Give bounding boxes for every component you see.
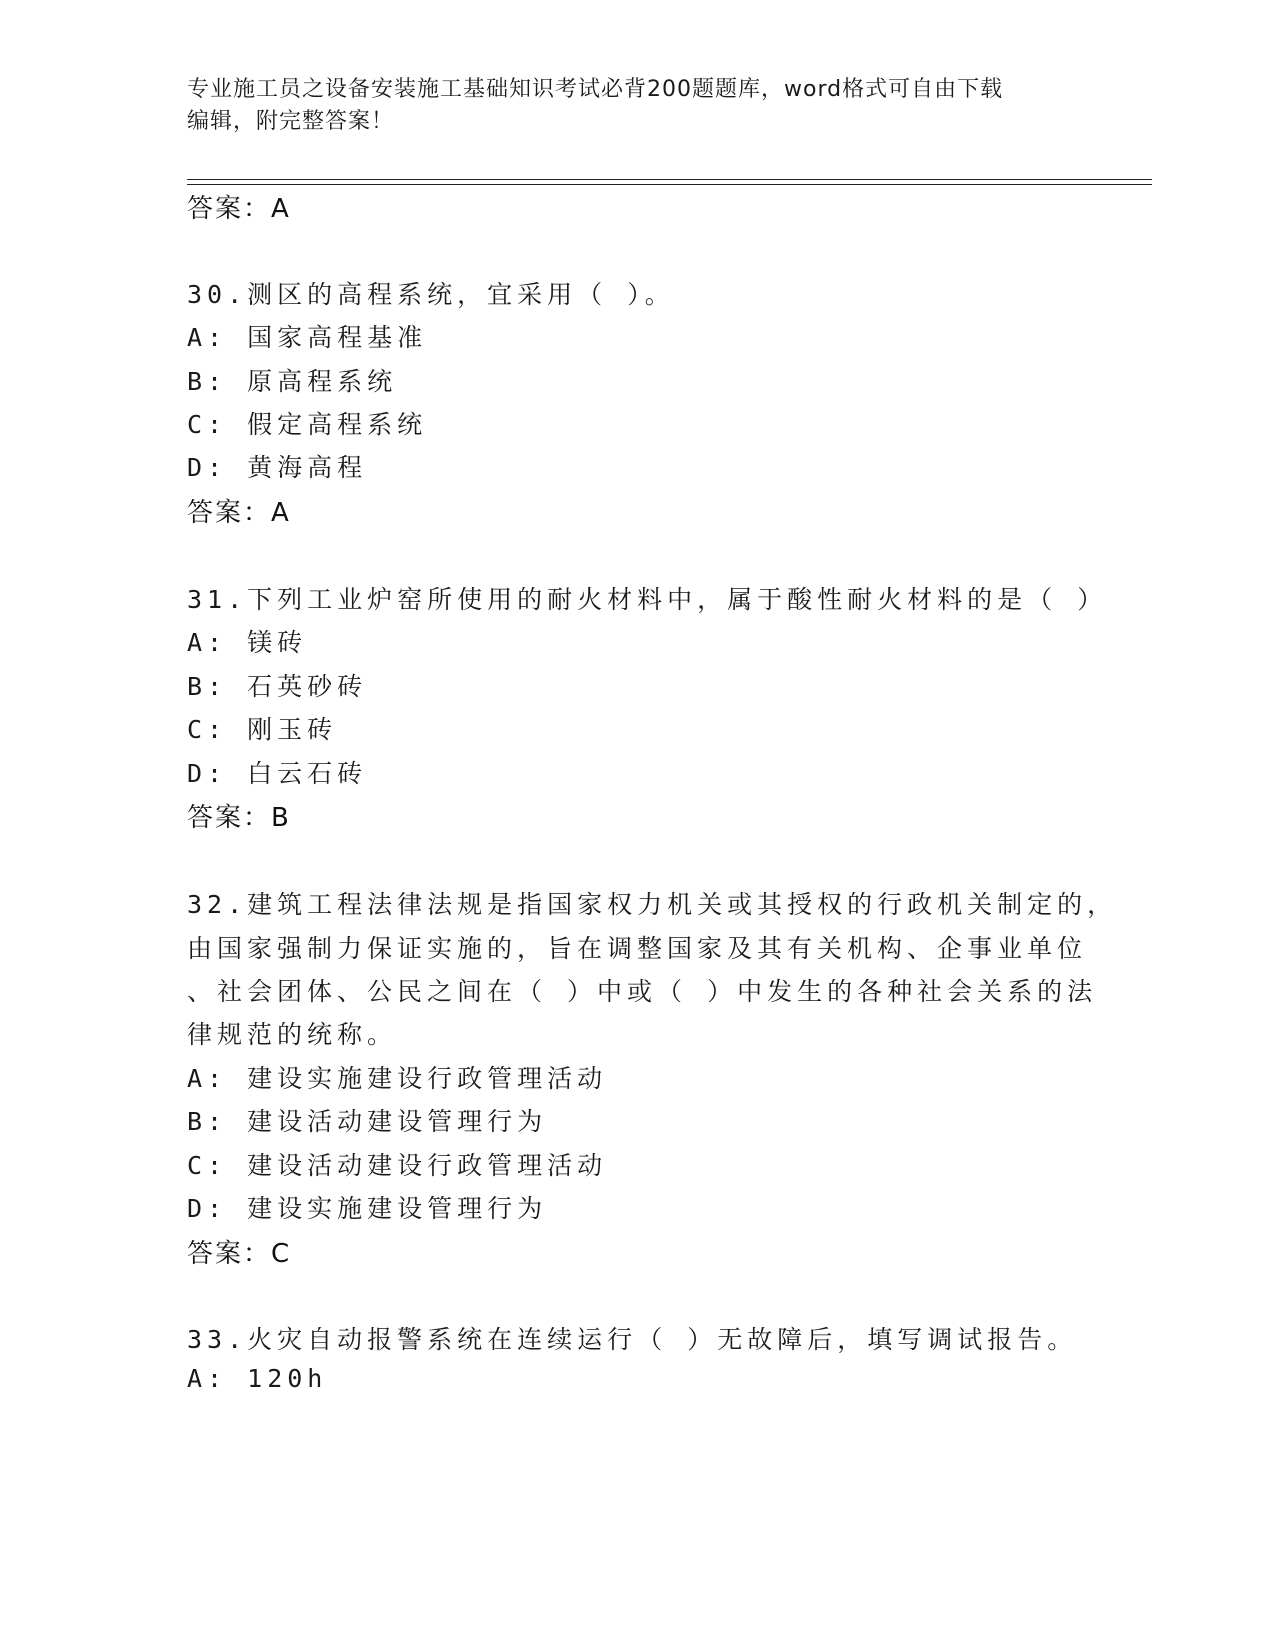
header-divider-bottom	[187, 184, 1152, 185]
question-32-answer: 答案：C	[187, 1239, 292, 1269]
question-31-stem: 31.下列工业炉窑所使用的耐火材料中，属于酸性耐火材料的是（ ）	[187, 585, 1108, 614]
question-30-option-b: B: 原高程系统	[187, 367, 398, 396]
question-31-option-b: B: 石英砂砖	[187, 672, 368, 701]
question-33-stem: 33.火灾自动报警系统在连续运行（ ）无故障后，填写调试报告。	[187, 1325, 1078, 1354]
question-31-answer: 答案：B	[187, 803, 291, 833]
question-32-option-a: A: 建设实施建设行政管理活动	[187, 1064, 608, 1093]
question-32-stem-line-2: 由国家强制力保证实施的，旨在调整国家及其有关机构、企事业单位	[187, 934, 1088, 963]
question-32-option-c: C: 建设活动建设行政管理活动	[187, 1151, 608, 1180]
question-31-option-d: D: 白云石砖	[187, 759, 368, 788]
question-32-stem-line-1: 32.建筑工程法律法规是指国家权力机关或其授权的行政机关制定的，	[187, 890, 1118, 919]
question-30-option-a: A: 国家高程基准	[187, 323, 428, 352]
header-divider-top	[187, 179, 1152, 180]
question-32-stem-line-3: 、社会团体、公民之间在（ ）中或（ ）中发生的各种社会关系的法	[187, 977, 1098, 1006]
question-30-option-d: D: 黄海高程	[187, 453, 368, 482]
question-32-option-b: B: 建设活动建设管理行为	[187, 1107, 548, 1136]
answer-prev: 答案：A	[187, 194, 291, 224]
question-32-stem-line-4: 律规范的统称。	[187, 1020, 398, 1049]
question-30-stem: 30.测区的高程系统，宜采用（ ）。	[187, 280, 675, 309]
question-30-answer: 答案：A	[187, 498, 291, 528]
header-line-2: 编辑，附完整答案！	[187, 109, 395, 134]
question-30-option-c: C: 假定高程系统	[187, 410, 428, 439]
question-31-option-a: A: 镁砖	[187, 628, 308, 657]
question-33-option-a: A: 120h	[187, 1364, 328, 1393]
question-31-option-c: C: 刚玉砖	[187, 715, 338, 744]
header-line-1: 专业施工员之设备安装施工基础知识考试必背200题题库，word格式可自由下载	[187, 77, 1004, 102]
question-32-option-d: D: 建设实施建设管理行为	[187, 1194, 548, 1223]
document-header	[187, 74, 1067, 138]
